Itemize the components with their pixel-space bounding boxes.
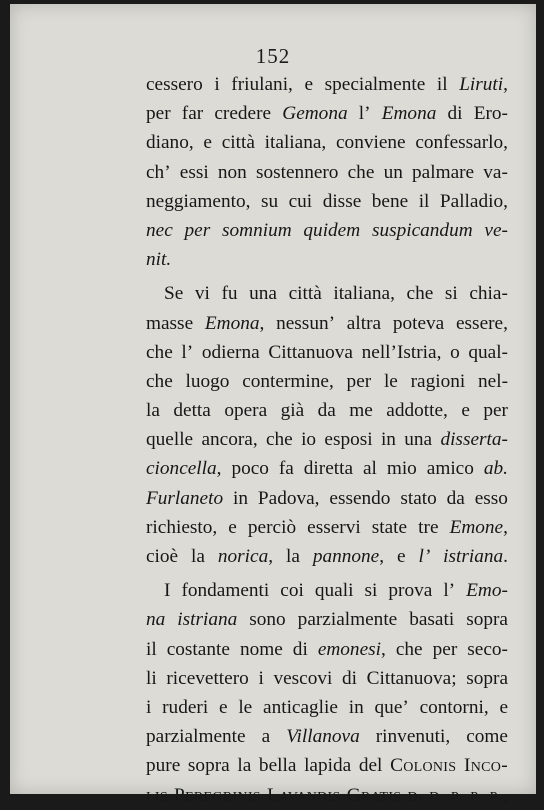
word: esposi xyxy=(324,429,373,451)
word: luogo xyxy=(185,370,230,392)
word: nome xyxy=(239,638,283,660)
word: esservi xyxy=(307,516,361,538)
word: odierna xyxy=(201,341,260,363)
word: ancora, xyxy=(201,429,258,451)
word: città xyxy=(221,132,255,154)
word: fu xyxy=(221,283,238,305)
word: le xyxy=(383,370,398,392)
word: e xyxy=(304,74,314,95)
word: tre xyxy=(418,516,439,538)
text-line xyxy=(146,781,508,810)
word: per xyxy=(184,219,211,241)
word: Palladio, xyxy=(439,190,508,212)
word: suspicandum xyxy=(371,219,473,241)
word: le xyxy=(238,696,253,718)
word: chia- xyxy=(469,283,508,305)
word: Padova, xyxy=(257,487,320,509)
word: contorni, xyxy=(419,696,489,718)
text-line xyxy=(146,99,508,128)
word: contermine, xyxy=(242,370,334,392)
word: Villanova xyxy=(286,726,360,748)
word: che xyxy=(146,341,173,363)
word: e xyxy=(461,400,470,422)
word: costante xyxy=(166,638,230,660)
word: che xyxy=(347,161,375,183)
word: d. xyxy=(407,784,424,806)
word: sopra xyxy=(187,755,230,777)
word: non xyxy=(217,161,247,183)
word: opera xyxy=(224,400,268,422)
word: stato xyxy=(400,487,437,509)
page-body-text xyxy=(146,70,508,810)
word: si xyxy=(444,283,458,305)
word: nec xyxy=(146,219,173,241)
word: io xyxy=(301,429,317,451)
word: Lavandis xyxy=(267,784,341,806)
word: italiana, xyxy=(333,283,395,305)
word: diano, xyxy=(146,132,194,154)
word: i xyxy=(214,74,220,95)
word: va- xyxy=(483,161,508,183)
page-number: 152 xyxy=(255,44,291,68)
word: credere xyxy=(214,103,272,125)
word: quali xyxy=(314,580,354,602)
text-line xyxy=(146,367,508,396)
word: del xyxy=(358,755,383,777)
word: e xyxy=(499,696,508,718)
word: cioè xyxy=(146,546,179,567)
word: esso xyxy=(474,487,508,509)
text-line xyxy=(146,70,508,99)
word: nell’Istria, xyxy=(361,341,442,363)
word: perciò xyxy=(247,516,297,538)
word: Liruti, xyxy=(459,74,508,95)
word: parzialmente xyxy=(146,726,246,748)
word: città xyxy=(288,283,322,305)
text-line xyxy=(146,576,508,605)
text-line xyxy=(146,542,508,571)
word: di xyxy=(341,667,357,689)
word: ve- xyxy=(484,219,508,241)
word: per xyxy=(346,370,372,392)
word: Cittanuova; xyxy=(366,667,457,689)
word: ragioni xyxy=(410,370,466,392)
word: na xyxy=(146,609,166,631)
word: da xyxy=(446,487,465,509)
word: Emona xyxy=(381,103,437,125)
word: essi xyxy=(179,161,209,183)
word: Ero- xyxy=(473,103,508,125)
word: friulani, xyxy=(231,74,293,95)
word: già xyxy=(280,400,305,422)
word: specialmente xyxy=(324,74,426,95)
word: come xyxy=(466,726,508,748)
word: istriana xyxy=(177,609,238,631)
word: nessun’ xyxy=(276,312,336,334)
word: per xyxy=(146,103,171,125)
word: una xyxy=(249,283,277,305)
word: su xyxy=(260,190,279,212)
word: sostennero xyxy=(255,161,339,183)
word: rinvenuti, xyxy=(375,726,451,748)
word: sono xyxy=(249,609,286,631)
word: la xyxy=(191,546,205,567)
word: que’ xyxy=(374,696,409,718)
word: parzialmente xyxy=(297,609,398,631)
word: l’ xyxy=(358,103,371,125)
text-line xyxy=(146,187,508,216)
word: di xyxy=(292,638,308,660)
word: e xyxy=(203,132,212,154)
word: neggiamento, xyxy=(146,190,251,212)
text-line xyxy=(146,484,508,513)
word: lapida xyxy=(304,755,352,777)
word: Inco- xyxy=(464,755,508,777)
word: l’ xyxy=(443,580,456,602)
word: pannone, xyxy=(312,546,385,567)
word: seco- xyxy=(467,638,508,660)
word: o xyxy=(450,341,460,363)
word: i xyxy=(146,696,152,718)
word: p. xyxy=(470,784,484,806)
word: una xyxy=(404,429,433,451)
word: sopra xyxy=(466,667,508,689)
word: ricevettero xyxy=(166,667,249,689)
word: mio xyxy=(386,458,417,480)
word: p., xyxy=(489,784,508,806)
word: che xyxy=(395,638,423,660)
text-line xyxy=(146,279,508,308)
word: disse xyxy=(322,190,362,212)
word: d. xyxy=(429,784,445,806)
word: Peregrinis xyxy=(174,784,261,806)
text-line xyxy=(146,158,508,187)
word: che xyxy=(146,370,173,392)
word: Emone, xyxy=(449,516,508,538)
word: che xyxy=(406,283,434,305)
word: bene xyxy=(371,190,409,212)
word: Gemona xyxy=(282,103,348,125)
word: quidem xyxy=(303,219,361,241)
text-line xyxy=(146,693,508,722)
word: ab. xyxy=(483,458,508,480)
text-line xyxy=(146,605,508,634)
word: emonesi, xyxy=(317,638,386,660)
word: essendo xyxy=(329,487,391,509)
text-line xyxy=(146,722,508,751)
word: per xyxy=(432,638,458,660)
word: I xyxy=(164,580,171,602)
text-line xyxy=(146,128,508,157)
word: sopra xyxy=(466,609,508,631)
word: altra xyxy=(346,312,382,334)
word: cioncella, xyxy=(146,458,222,480)
text-line xyxy=(146,216,508,245)
word: far xyxy=(181,103,204,125)
word: richiesto, xyxy=(146,516,218,538)
word: masse xyxy=(146,312,194,334)
word: detta xyxy=(173,400,211,422)
word: anticaglie xyxy=(263,696,338,718)
word: fondamenti xyxy=(181,580,270,602)
text-line xyxy=(146,245,508,274)
word: amico xyxy=(426,458,474,480)
word: Emo- xyxy=(466,580,508,602)
text-line xyxy=(146,338,508,367)
text-line xyxy=(146,513,508,542)
word: la xyxy=(146,400,160,422)
word: istriana. xyxy=(443,546,508,567)
word: cui xyxy=(288,190,313,212)
word: prova xyxy=(388,580,433,602)
word: bella xyxy=(258,755,297,777)
word: diretta xyxy=(303,458,354,480)
word: al xyxy=(362,458,377,480)
word: li xyxy=(146,667,157,689)
word: l’ xyxy=(181,341,194,363)
word: il xyxy=(418,190,430,212)
word: italiana, xyxy=(264,132,327,154)
word: in xyxy=(233,487,249,509)
word: somnium xyxy=(222,219,292,241)
word: il xyxy=(436,74,448,95)
word: e xyxy=(228,516,237,538)
word: nel- xyxy=(478,370,508,392)
word: addotte, xyxy=(386,400,448,422)
word: lis xyxy=(146,784,168,806)
word: a xyxy=(261,726,271,748)
word: un xyxy=(383,161,403,183)
word: da xyxy=(317,400,336,422)
word: i xyxy=(258,667,264,689)
word: Emona, xyxy=(204,312,265,334)
text-line xyxy=(146,396,508,425)
word: e xyxy=(396,546,406,567)
word: coi xyxy=(280,580,304,602)
word: Colonis xyxy=(390,755,457,777)
word: conviene xyxy=(336,132,406,154)
word: il xyxy=(146,638,157,660)
word: che xyxy=(265,429,293,451)
word: poco xyxy=(231,458,269,480)
word: Gratis xyxy=(346,784,402,806)
text-line xyxy=(146,635,508,664)
book-page xyxy=(10,4,536,806)
word: essere, xyxy=(456,312,508,334)
word: fa xyxy=(278,458,294,480)
word: Furlaneto xyxy=(146,487,224,509)
word: vescovi xyxy=(273,667,333,689)
text-line xyxy=(146,425,508,454)
word: poteva xyxy=(392,312,445,334)
word: Se xyxy=(164,283,184,305)
word: basati xyxy=(409,609,455,631)
word: la xyxy=(285,546,300,567)
word: ch’ xyxy=(146,161,171,183)
word: vi xyxy=(194,283,210,305)
word: pure xyxy=(146,755,181,777)
word: si xyxy=(364,580,378,602)
word: quelle xyxy=(146,429,194,451)
word: Cittanuova xyxy=(268,341,353,363)
word: p. xyxy=(450,784,465,806)
word: cessero xyxy=(146,74,203,95)
word: ruderi xyxy=(162,696,209,718)
word: l’ xyxy=(418,546,431,567)
word: di xyxy=(447,103,463,125)
word: in xyxy=(348,696,364,718)
word: confessarlo, xyxy=(415,132,508,154)
text-line xyxy=(146,664,508,693)
word: disserta- xyxy=(440,429,508,451)
word: la xyxy=(237,755,252,777)
text-line xyxy=(146,454,508,483)
word: qual- xyxy=(468,341,508,363)
word: nit. xyxy=(146,249,172,271)
word: me xyxy=(349,400,373,422)
text-line xyxy=(146,309,508,338)
word: palmare xyxy=(412,161,475,183)
word: in xyxy=(380,429,396,451)
text-line xyxy=(146,751,508,780)
word: norica, xyxy=(217,546,274,567)
word: e xyxy=(218,696,228,718)
word: per xyxy=(483,400,508,422)
word: state xyxy=(371,516,408,538)
